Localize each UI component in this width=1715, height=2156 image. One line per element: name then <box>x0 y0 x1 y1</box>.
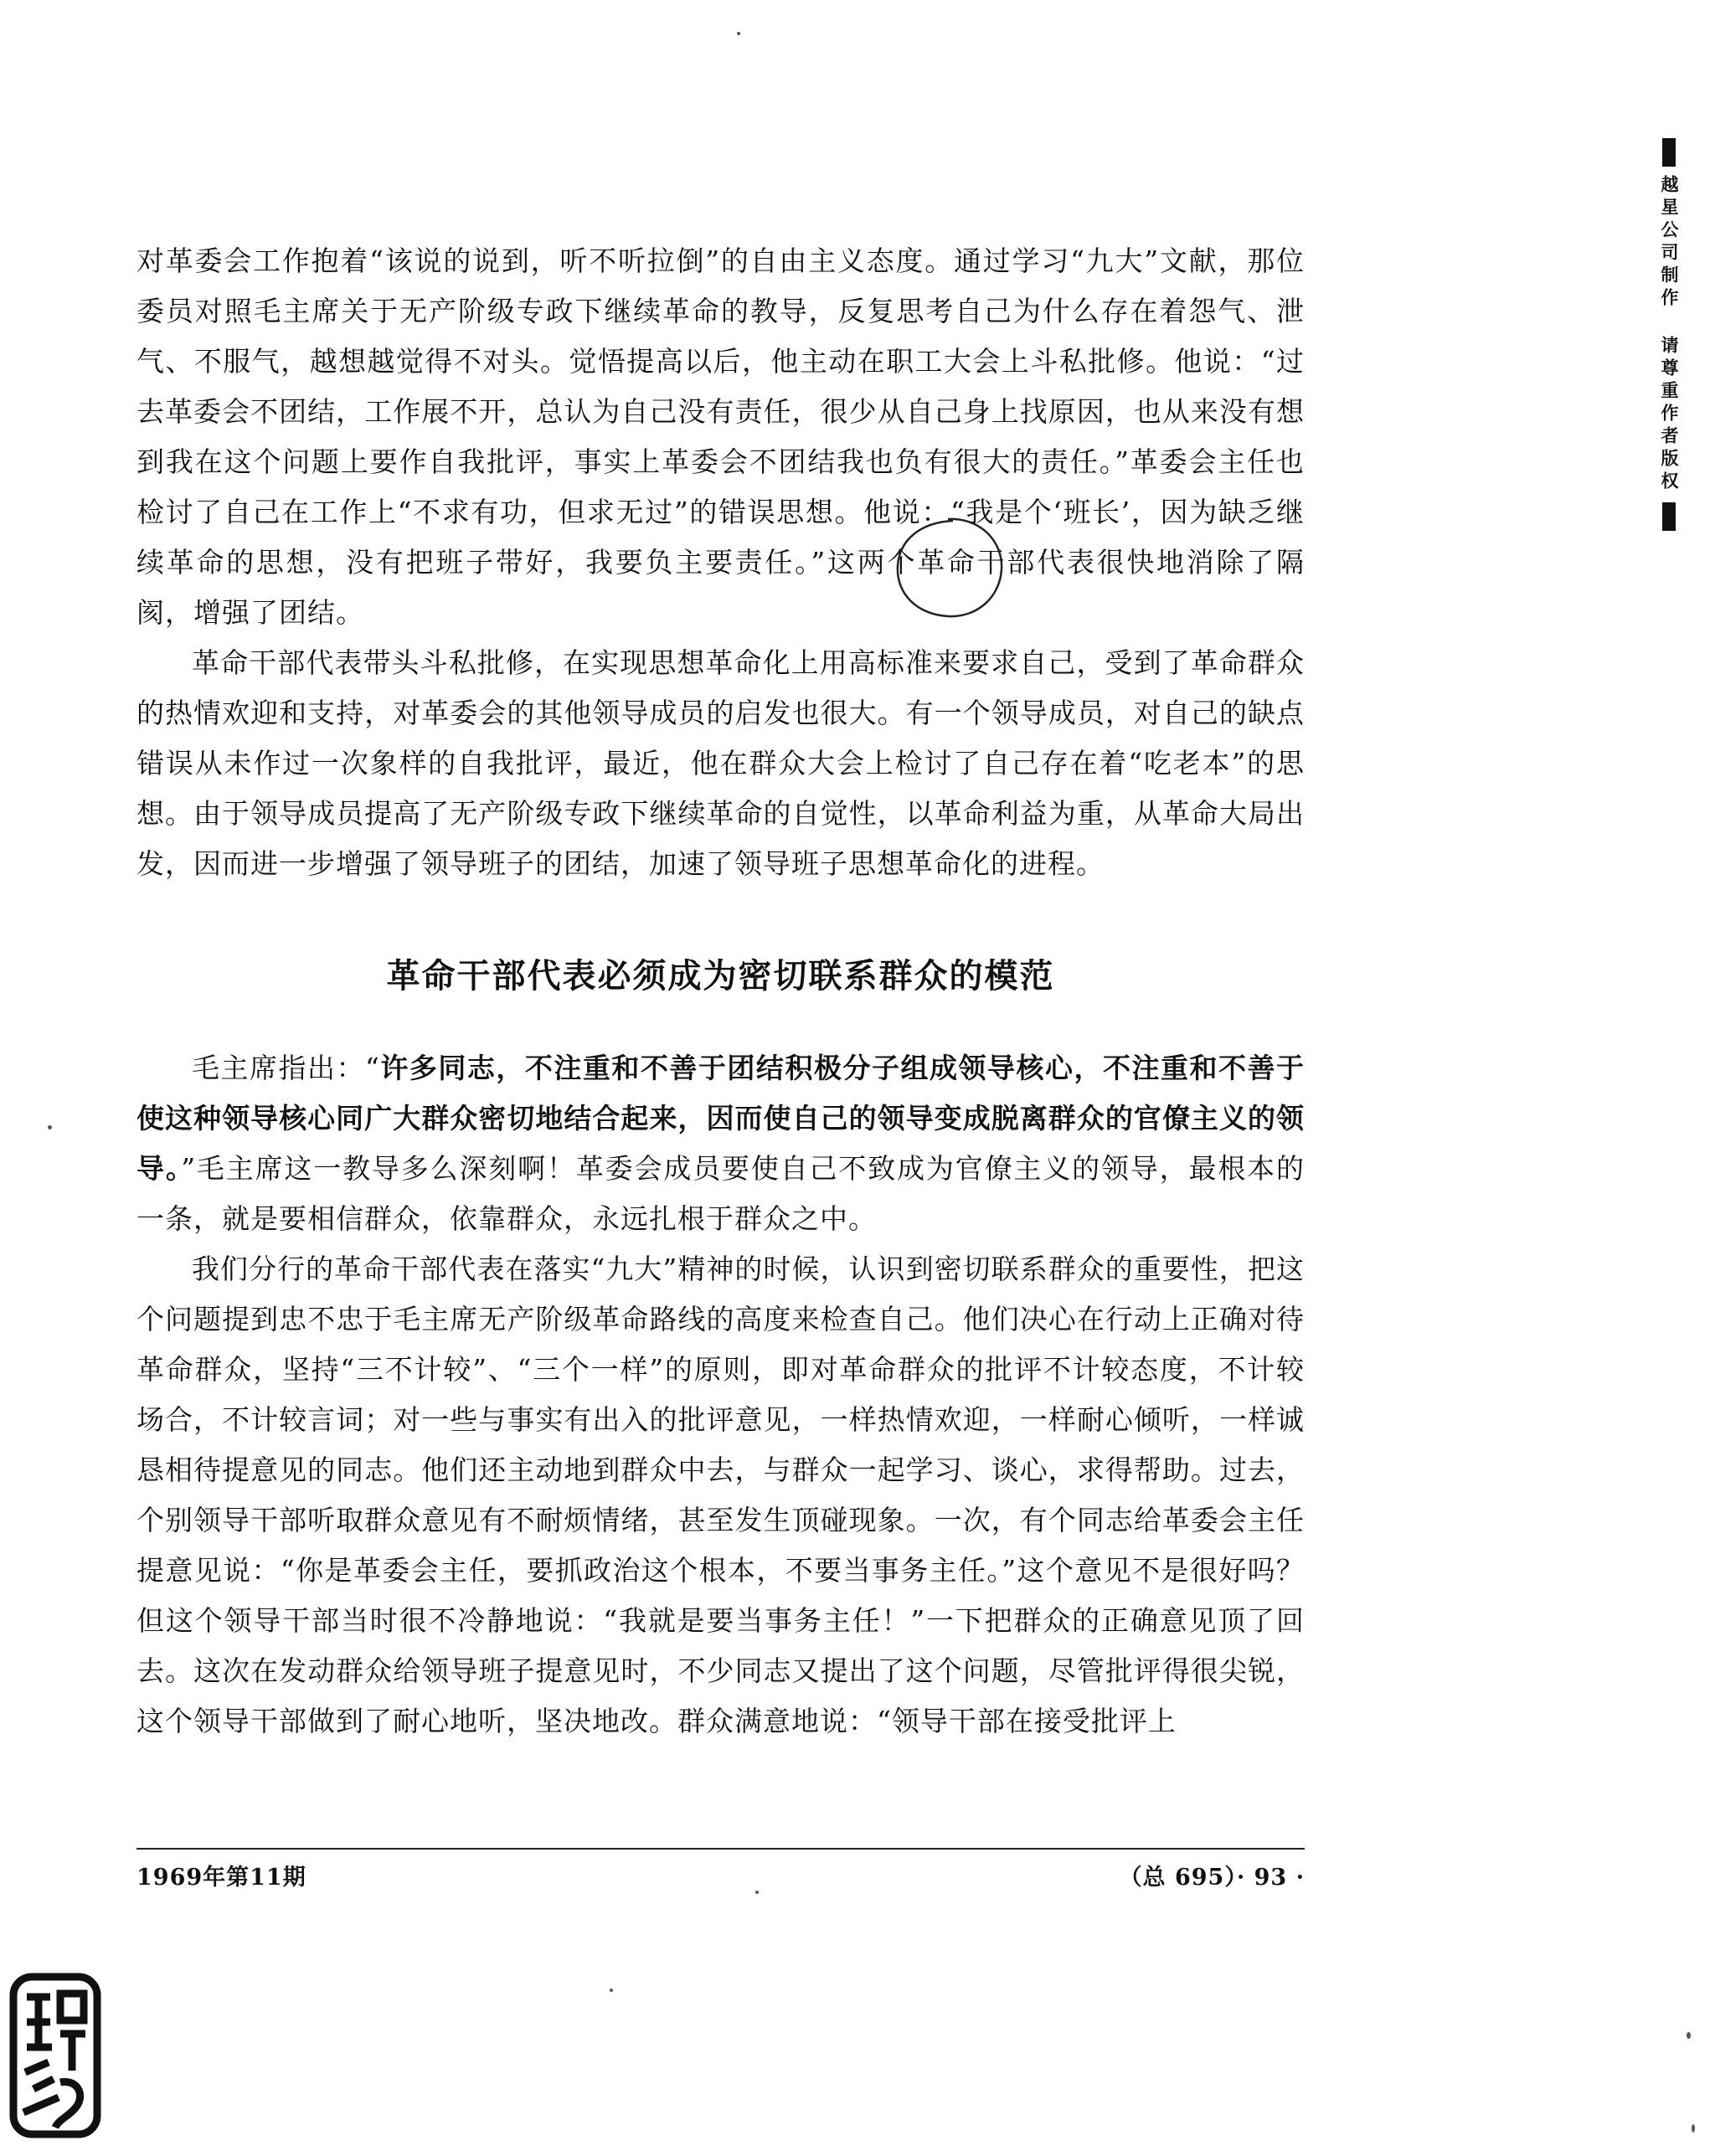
seal-stamp <box>8 1972 102 2139</box>
paragraph-text: ”毛主席这一教导多么深刻啊！革委会成员要使自己不致成为官僚主义的领导，最根本的一条，就是要相信群众，依靠群众，永远扎根于群众之中。 <box>136 1152 1306 1235</box>
body-paragraph <box>136 638 1305 889</box>
scan-speck <box>737 32 740 35</box>
stamp-bottom-bar <box>1662 502 1676 531</box>
paragraph-text: 我们分行的革命干部代表在落实“九大”精神的时候，认识到密切联系群众的重要性，把这个问题提到忠不忠于毛主席无产阶级革命路线的高度来检查自己。他们决心在行动上正确对待革命群众，坚持“三不计较”、“三个一样”的原则，即对革命群众的批评不计较态度，不计较场合，不计较言词；对一些与事实有出入的批评意见，一样热情欢迎，一样耐心倾听，一样诚恳相待提意见的同志。他们还主动地到群众中去，与群众一起学习、谈心，求得帮助。过去，个别领导干部听取群众意见有不耐烦情绪，甚至发生顶碰现象。一次，有个同志给革委会主任提意见说：“你是革委会主任，要抓政治这个根本，不要当事务主任。”这个意见不是很好吗？但这个领导干部当时很不冷静地说：“我就是要当事务主任！”一下把群众的正确意见顶了回去。这次在发动群众给领导班子提意见时，不少同志又提出了这个问题，尽管批评得很尖锐，这个领导干部做到了耐心地听，坚决地改。群众满意地说：“领导干部在接受批评上 <box>136 1253 1305 1737</box>
stamp-top-bar <box>1662 138 1676 167</box>
body-paragraph <box>136 1244 1305 1747</box>
scan-speck <box>48 1125 52 1129</box>
scan-speck <box>1692 2124 1695 2133</box>
issue-label: 1969年第11期 <box>136 1865 306 1891</box>
side-watermark-text: 越星公司制作 请尊重作者版权 <box>1659 175 1679 494</box>
section-heading: 革命干部代表必须成为密切联系群众的模范 <box>386 957 1055 996</box>
body-paragraph <box>136 236 1305 638</box>
paragraph-text: 对革委会工作抱着“该说的说到，听不听拉倒”的自由主义态度。通过学习“九大”文献，那位委员对照毛主席关于无产阶级专政下继续革命的教导，反复思考自己为什么存在着怨气、泄气、不服气，越想越觉得不对头。觉悟提高以后，他主动在职工大会上斗私批修。他说：“过去革委会不团结，工作展不开，总认为自己没有责任，很少从自己身上找原因，也从来没有想到我在这个问题上要作自我批评，事实上革委会不团结我也负有很大的责任。”革委会主任也检讨了自己在工作上“不求有功，但求无过”的错误思想。他说：“我是个‘班长’，因为缺乏继续革命的思想，没有把班子带好，我要负主要责任。”这两个革命干部代表很快地消除了隔阂，增强了团结。 <box>136 244 1305 629</box>
scan-speck <box>1687 2032 1691 2039</box>
scan-speck <box>610 1989 613 1992</box>
paragraph-text: 毛主席指出：“ <box>192 1052 380 1084</box>
quoted-bold-text: 许多同志，不注重和不善于团结积极分子组成领导核心，不注重和不善于使这种领导核心同广大群众密切地结合起来，因而使自己的领导变成脱离群众的官僚主义的领导。 <box>136 1052 1305 1185</box>
page-number: （总 695）· 93 · <box>1119 1865 1305 1891</box>
footer-rule <box>136 1848 1305 1850</box>
side-watermark <box>1650 138 1688 531</box>
page-body <box>136 236 1305 1747</box>
paragraph-text: 革命干部代表带头斗私批修，在实现思想革命化上用高标准来要求自己，受到了革命群众的热情欢迎和支持，对革委会的其他领导成员的启发也很大。有一个领导成员，对自己的缺点错误从未作过一次象样的自我批评，最近，他在群众大会上检讨了自己存在着“吃老本”的思想。由于领导成员提高了无产阶级专政下继续革命的自觉性，以革命利益为重，从革命大局出发，因而进一步增强了领导班子的团结，加速了领导班子思想革命化的进程。 <box>136 646 1305 880</box>
body-paragraph <box>136 1043 1305 1244</box>
scan-speck <box>755 1891 759 1894</box>
